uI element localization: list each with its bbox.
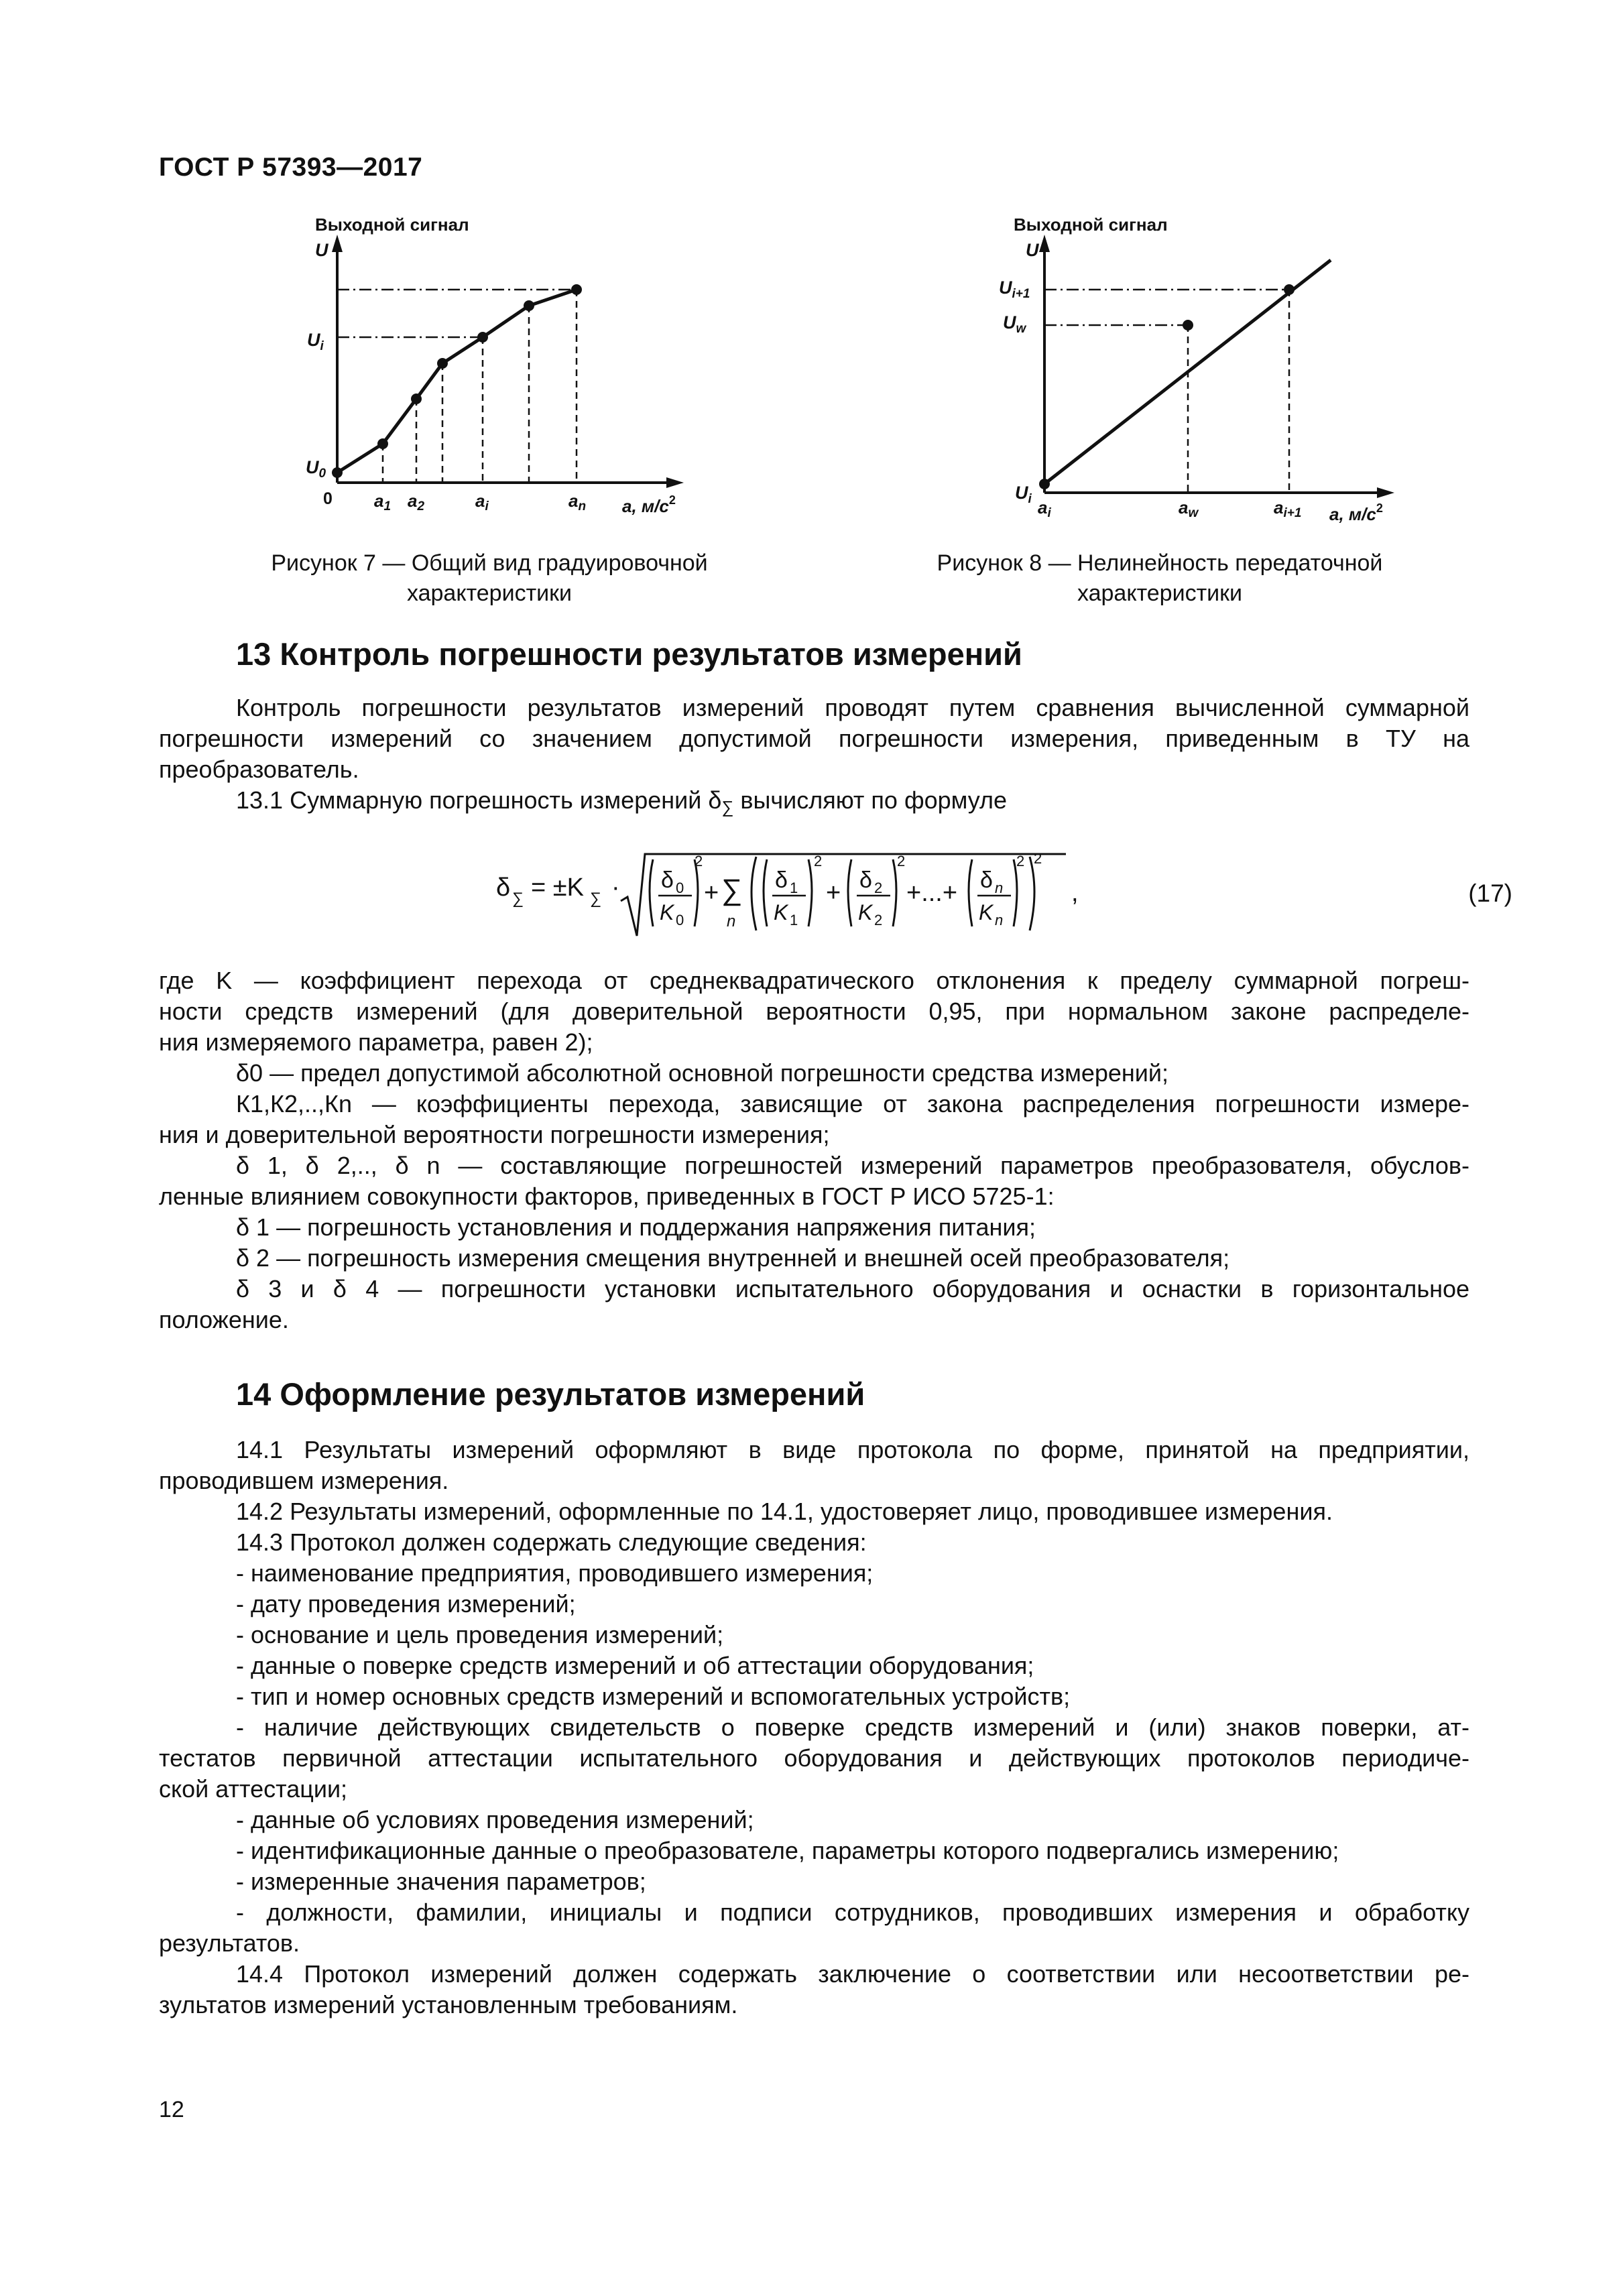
- svg-text:= ±K: = ±K: [531, 873, 584, 902]
- formula-17: [489, 837, 1093, 947]
- svg-text:aw: [1179, 497, 1199, 520]
- svg-text:2: 2: [695, 853, 703, 869]
- svg-text:,: ,: [1071, 879, 1079, 907]
- svg-text:δ: δ: [980, 867, 993, 893]
- formula-intro-b: вычисляют по формуле: [733, 786, 1007, 814]
- svg-text:a1: [374, 491, 391, 513]
- list-item: - наименование предприятия, проводившего измерения;: [236, 1559, 874, 1587]
- a1-label: a: [374, 491, 384, 511]
- ui-label: U: [307, 330, 320, 350]
- uw-sub: w: [1016, 322, 1026, 336]
- ai1-label: a: [1274, 497, 1284, 518]
- svg-text:0: 0: [676, 912, 684, 928]
- def-line: где K — коэффициент перехода от среднеквадратического отклонения к пределу суммарной погреш-: [159, 967, 1469, 994]
- svg-text:K: K: [774, 900, 788, 924]
- svg-text:2: 2: [897, 853, 906, 869]
- def-line: δ 3 и δ 4 — погрешности установки испытательного оборудования и оснастки в горизонтальное: [236, 1275, 1469, 1303]
- svg-text:δ: δ: [496, 873, 511, 902]
- svg-text:K: K: [660, 900, 674, 924]
- def-line: δ 1 — погрешность установления и поддержания напряжения питания;: [236, 1213, 1036, 1241]
- list-item: - измеренные значения параметров;: [236, 1868, 646, 1895]
- svg-text:n: n: [995, 880, 1004, 896]
- list-item: ской аттестации;: [159, 1775, 348, 1803]
- def-line: положение.: [159, 1306, 289, 1333]
- svg-text:δ: δ: [661, 867, 674, 893]
- body-line: зультатов измерений установленным требованиям.: [159, 1991, 738, 2018]
- list-item: тестатов первичной аттестации испытательного оборудования и действующих протоколов периодиче-: [159, 1744, 1469, 1772]
- list-item: - основание и цель проведения измерений;: [236, 1621, 724, 1648]
- ui1-label: U: [999, 278, 1012, 298]
- body-line: проводившем измерения.: [159, 1467, 449, 1494]
- formula-intro: [159, 785, 1469, 816]
- ai-sub: i: [485, 499, 489, 513]
- svg-text:K: K: [979, 900, 994, 924]
- figure-8-caption-line2: характеристики: [1077, 581, 1243, 606]
- intro-line: Контроль погрешности результатов измерений проводят путем сравнения вычисленной суммарной: [236, 694, 1469, 721]
- ai-label: a: [1038, 497, 1048, 518]
- x-axis-label: a, м/с: [1329, 504, 1376, 524]
- ai-label: a: [475, 491, 485, 511]
- svg-text:∑: ∑: [590, 890, 602, 908]
- def-line: δ 1, δ 2,.., δ n — составляющие погрешностей измерений параметров преобразователя, обуслов-: [236, 1152, 1469, 1179]
- def-line: К1,К2,..,Кn — коэффициенты перехода, зависящие от закона распределения погрешности измере-: [236, 1090, 1469, 1117]
- section-13-title: 13 Контроль погрешности результатов измерений: [236, 636, 1022, 672]
- a2-sub: 2: [417, 499, 425, 513]
- svg-text:0: 0: [676, 880, 684, 896]
- ai1-sub: i+1: [1283, 506, 1302, 520]
- svg-text:an: [568, 491, 586, 513]
- body-line: 14.4 Протокол измерений должен содержать заключение о соответствии или несоответствии ре-: [236, 1960, 1469, 1988]
- x-axis-label: a, м/с: [622, 496, 669, 516]
- svg-text:+...+: +...+: [906, 879, 958, 907]
- figure-8-plot: [979, 215, 1415, 536]
- svg-text:Ui: [307, 330, 324, 353]
- origin-label: 0: [323, 489, 333, 508]
- svg-text:ai+1: [1274, 497, 1301, 520]
- aw-sub: w: [1188, 506, 1199, 520]
- def-line: δ0 — предел допустимой абсолютной основной погрешности средства измерений;: [236, 1059, 1168, 1087]
- svg-text:+: +: [704, 879, 719, 907]
- svg-text:U0: [306, 457, 326, 481]
- figure-8-caption-line1: Рисунок 8 — Нелинейность передаточной: [937, 550, 1383, 576]
- section-14-title: 14 Оформление результатов измерений: [236, 1376, 865, 1412]
- figure-8-caption: [898, 548, 1421, 609]
- u0-label: U: [306, 457, 319, 477]
- def-line: δ 2 — погрешность измерения смещения внутренней и внешней осей преобразователя;: [236, 1244, 1230, 1272]
- svg-text:ai: [475, 491, 489, 513]
- svg-text:2: 2: [1016, 853, 1025, 869]
- ui-sub: i: [1028, 492, 1032, 506]
- section-13-intro: [159, 692, 1469, 816]
- intro-line: погрешности измерений со значением допустимой погрешности измерения, приведенным в ТУ на: [159, 725, 1469, 752]
- an-sub: n: [578, 499, 587, 513]
- svg-text:n: n: [727, 912, 736, 930]
- equation-number: (17): [1468, 880, 1512, 907]
- svg-text:ai: [1038, 497, 1051, 520]
- list-item: - идентификационные данные о преобразователе, параметры которого подвергались измерению;: [236, 1837, 1339, 1864]
- figure-7-caption-line2: характеристики: [406, 581, 573, 606]
- figure-8: [979, 215, 1415, 540]
- ui-sub: i: [320, 339, 324, 353]
- svg-text:δ: δ: [859, 867, 872, 893]
- ai-sub: i: [1047, 506, 1051, 520]
- def-line: ленные влиянием совокупности факторов, приведенных в ГОСТ Р ИСО 5725-1:: [159, 1183, 1055, 1210]
- document-header: ГОСТ Р 57393—2017: [159, 153, 423, 182]
- svg-text:Ui: [1015, 483, 1032, 506]
- list-item: - дату проведения измерений;: [236, 1590, 576, 1618]
- list-item: результатов.: [159, 1929, 300, 1957]
- svg-text:1: 1: [790, 880, 798, 896]
- svg-text:+: +: [826, 879, 841, 907]
- section-14-body: [159, 1435, 1469, 2020]
- aw-label: a: [1179, 497, 1189, 518]
- y-axis-label: U: [315, 240, 328, 260]
- figure-7-caption-line1: Рисунок 7 — Общий вид градуировочной: [271, 550, 708, 576]
- y-axis-title: Выходной сигнал: [315, 215, 469, 235]
- body-line: 14.1 Результаты измерений оформляют в виде протокола по форме, принятой на предприятии,: [236, 1436, 1469, 1463]
- x-axis-sup: 2: [668, 493, 676, 507]
- a1-sub: 1: [383, 499, 392, 513]
- def-line: ния измеряемого параметра, равен 2);: [159, 1028, 593, 1056]
- svg-text:2: 2: [874, 912, 883, 928]
- x-axis-sup: 2: [1376, 501, 1383, 515]
- list-item: - тип и номер основных средств измерений и вспомогательных устройств;: [236, 1683, 1071, 1710]
- svg-text:Uw: [1003, 312, 1027, 336]
- figure-7-caption: [228, 548, 751, 609]
- body-line: 14.2 Результаты измерений, оформленные по 14.1, удостоверяет лицо, проводившее измерения.: [236, 1498, 1333, 1525]
- svg-text:2: 2: [814, 853, 823, 869]
- formula-intro-a: 13.1 Суммарную погрешность измерений δ: [236, 786, 722, 814]
- ui-label: U: [1015, 483, 1028, 503]
- figure-7: [282, 215, 697, 533]
- svg-text:n: n: [995, 912, 1004, 928]
- uw-label: U: [1003, 312, 1016, 333]
- figure-7-plot: [282, 215, 697, 530]
- ui1-sub: i+1: [1012, 287, 1030, 301]
- svg-text:a, м/с2: [1329, 501, 1383, 524]
- def-line: ности средств измерений (для доверительной вероятности 0,95, при нормальном законе распределе-: [159, 998, 1469, 1025]
- u0-sub: 0: [318, 467, 326, 481]
- page-number: 12: [159, 2097, 184, 2122]
- formula-17-svg: [489, 837, 1093, 944]
- svg-text:2: 2: [1034, 850, 1042, 867]
- svg-text:2: 2: [874, 880, 883, 896]
- formula-intro-sub: ∑: [721, 798, 734, 817]
- svg-text:K: K: [858, 900, 873, 924]
- svg-text:∑: ∑: [512, 890, 524, 908]
- section-13-definitions: [159, 965, 1469, 1335]
- svg-text:a2: [408, 491, 424, 513]
- def-line: ния и доверительной вероятности погрешности измерения;: [159, 1121, 830, 1148]
- list-item: - наличие действующих свидетельств о поверке средств измерений и (или) знаков поверки, ат-: [236, 1713, 1469, 1741]
- svg-text:δ: δ: [775, 867, 788, 893]
- svg-text:∑: ∑: [721, 873, 743, 906]
- svg-text:·: ·: [611, 873, 620, 902]
- svg-text:1: 1: [790, 912, 798, 928]
- list-item: - должности, фамилии, инициалы и подписи сотрудников, проводивших измерения и обработку: [236, 1898, 1469, 1926]
- svg-text:a, м/с2: [622, 493, 676, 516]
- list-item: - данные об условиях проведения измерений;: [236, 1806, 754, 1833]
- y-axis-title: Выходной сигнал: [1014, 215, 1168, 235]
- intro-line: преобразователь.: [159, 756, 359, 783]
- list-item: - данные о поверке средств измерений и об аттестации оборудования;: [236, 1652, 1034, 1679]
- y-axis-label: U: [1026, 240, 1039, 260]
- body-line: 14.3 Протокол должен содержать следующие сведения:: [236, 1528, 867, 1556]
- svg-text:Ui+1: [999, 278, 1030, 301]
- an-label: a: [568, 491, 579, 511]
- a2-label: a: [408, 491, 418, 511]
